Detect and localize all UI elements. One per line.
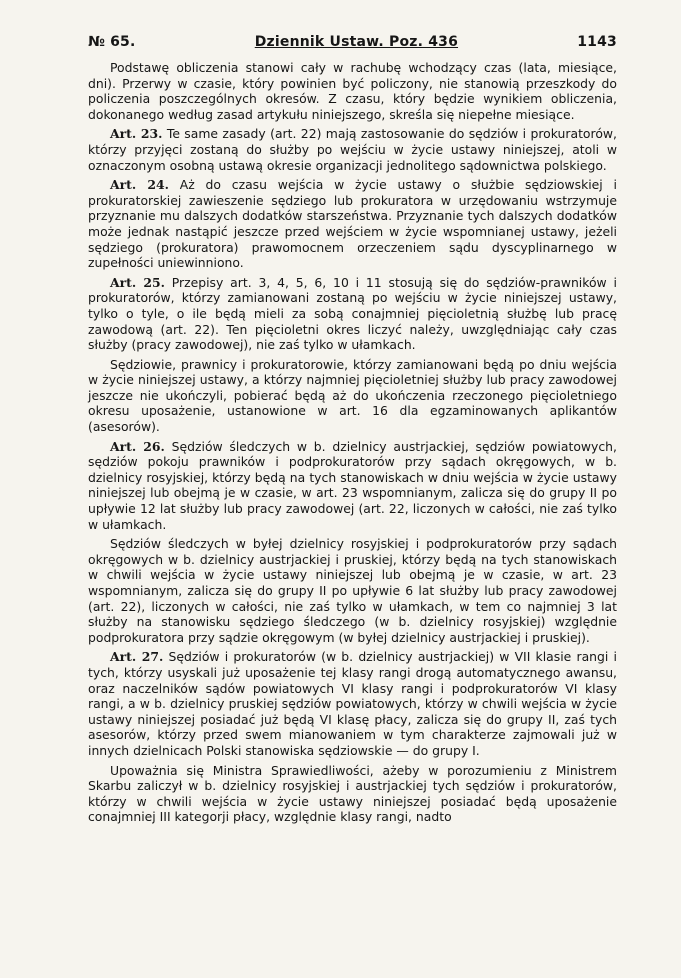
paragraph: Art. 24. Aż do czasu wejścia w życie ustawy o służbie sędziowskiej i prokuratorskiej zawieszenie sędziego lub prokuratora w urzędowaniu wstrzymuje przyznanie mu dalszych dodatków starszeństwa. Przyznanie tych dalszych dodatków może jednak nastąpić jeszcze przed wejściem w życie wspomnianej ustawy, jeżeli sędziego (prokuratora) prawomocnem orzeczeniem sądu dyscyplinarnego w zupełności uniewinniono. [88,177,617,271]
paragraph: Podstawę obliczenia stanowi cały w rachubę wchodzący czas (lata, miesiące, dni). Przerwy w czasie, który powinien być policzony, nie stanowią przeszkody do policzenia poszczególnych okresów. Z czasu, który będzie wynikiem obliczenia, dokonanego według zasad artykułu niniejszego, skreśla się niepełne miesiące. [88,60,617,122]
page-number: 1143 [577,34,617,50]
article-label: Art. 27. [110,649,164,665]
page-header [88,34,617,50]
article-label: Art. 26. [110,438,165,454]
paragraph: Art. 26. Sędziów śledczych w b. dzielnicy austrjackiej, sędziów powiatowych, sędziów pokoju prawników i podprokuratorów przy sądach okręgowych, w b. dzielnicy rosyjskiej, którzy będą na tych stanowiskach w dniu wejścia w życie ustawy niniejszej lub obejmą je w czasie, w art. 23 wspomnianym, zalicza się do grupy II po upływie 12 lat służby lub pracy zawodowej (art. 22, liczonych w całości, nie zaś tylko w ułamkach. [88,438,617,532]
article-label: Art. 24. [110,177,169,193]
journal-title: Dziennik Ustaw. Poz. 436 [254,34,459,50]
paragraph: Art. 25. Przepisy art. 3, 4, 5, 6, 10 i 11 stosują się do sędziów-prawników i prokuratorów, którzy zamianowani zostaną po wejściu w życie niniejszej ustawy, tylko o tyle, o ile będą mieli za sobą conajmniej pięcioletnią służbę lub pracę zawodową (art. 22). Ten pięcioletni okres liczyć należy, uwzględniając cały czas służby (pracy zawodowej), nie zaś tylko w ułamkach. [88,274,617,353]
document-body [88,60,617,825]
paragraph: Art. 23. Te same zasady (art. 22) mają zastosowanie do sędziów i prokuratorów, którzy przyjęci zostaną do służby po wejściu w życie ustawy niniejszej, atoli w oznaczonym osobną ustawą okresie organizacji jednolitego sądownictwa polskiego. [88,126,617,173]
paragraph: Sędziów śledczych w byłej dzielnicy rosyjskiej i podprokuratorów przy sądach okręgowych w b. dzielnicy austrjackiej i pruskiej, którzy będą na tych stanowiskach w chwili wejścia w życie ustawy niniejszej lub obejmą je w czasie, w art. 23 wspomnianym, zalicza się do grupy II po upływie 6 lat służby lub pracy zawodowej (art. 22), liczonych w całości, nie zaś tylko w ułamkach, w tem co najmniej 3 lat służby na stanowisku sędziego śledczego (w b. dzielnicy rosyjskiej) względnie podprokuratora przy sądzie okręgowym (w byłej dzielnicy austrjackiej i pruskiej). [88,536,617,645]
paragraph: Upoważnia się Ministra Sprawiedliwości, ażeby w porozumieniu z Ministrem Skarbu zaliczył w b. dzielnicy rosyjskiej i austrjackiej tych sędziów i prokuratorów, którzy w chwili wejścia w życie ustawy niniejszej posiadać będą uposażenie conajmniej III kategorji płacy, względnie klasy rangi, nadto [88,762,617,825]
article-label: Art. 25. [110,274,165,290]
paragraph: Sędziowie, prawnicy i prokuratorowie, którzy zamianowani będą po dniu wejścia w życie niniejszej ustawy, a którzy najmniej pięcioletniej służby lub pracy zawodowej jeszcze nie ukończyli, pobierać będą aż do ukończenia rzeczonego pięcioletniego okresu uposażenie, ustanowione w art. 16 dla egzaminowanych aplikantów (asesorów). [88,356,617,435]
article-label: Art. 23. [110,126,163,142]
paragraph: Art. 27. Sędziów i prokuratorów (w b. dzielnicy austrjackiej) w VII klasie rangi i tych, którzy usyskali już uposażenie tej klasy rangi drogą automatycznego awansu, oraz naczelników sądów powiatowych VI klasy rangi i podprokuratorów VI klasy rangi, a w b. dzielnicy pruskiej sędziów powiatowych, którzy w chwili wejścia w życie ustawy niniejszej posiadać już będą VI klasę płacy, zalicza się do grupy II, zaś tych asesorów, którzy przed swem mianowaniem w tym charakterze zajmowali już w innych dzielnicach Polski stanowiska sędziowskie — do grupy I. [88,649,617,758]
issue-number: № 65. [88,34,136,50]
